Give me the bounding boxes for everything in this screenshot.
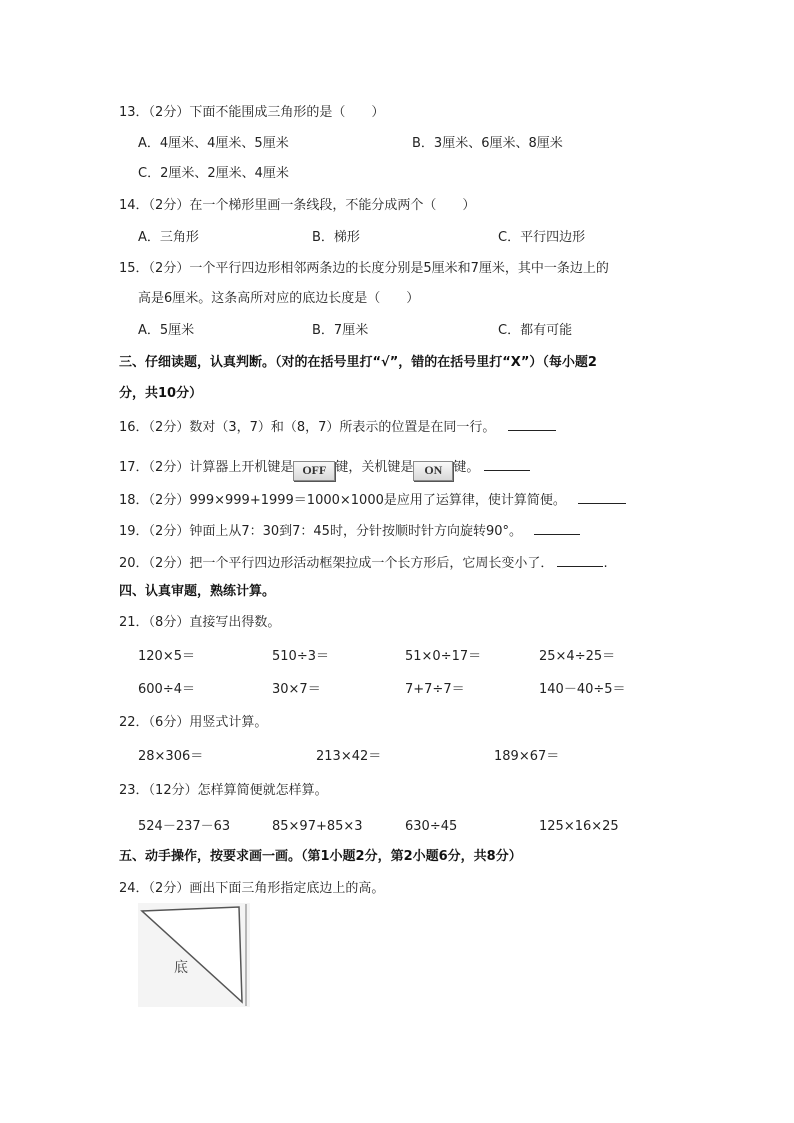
q14-stem: 14．（2分）在一个梯形里画一条线段，不能分成两个（ ）: [119, 198, 476, 213]
q23-stem: 23．（12分）怎样算简便就怎样算。: [119, 783, 328, 798]
q19-text: 19．（2分）钟面上从7：30到7：45时，分针按顺时针方向旋转90°。: [119, 524, 522, 539]
q21-item: 30×7＝: [272, 682, 321, 697]
q13-option-b: B．3厘米、6厘米、8厘米: [412, 136, 563, 151]
q14-option-b: B．梯形: [312, 230, 360, 245]
q14-option-c: C．平行四边形: [498, 230, 586, 245]
q16-text: 16．（2分）数对（3，7）和（8，7）所表示的位置是在同一行。: [119, 420, 496, 435]
q21-item: 7+7÷7＝: [405, 682, 465, 697]
q17-row: [119, 456, 530, 481]
q24-stem: 24．（2分）画出下面三角形指定底边上的高。: [119, 881, 385, 896]
q22-stem: 22．（6分）用竖式计算。: [119, 715, 268, 730]
q23-item: 125×16×25: [539, 819, 619, 834]
q15-option-a: A．5厘米: [138, 323, 195, 338]
q22-item: 28×306＝: [138, 749, 204, 764]
q21-item: 25×4÷25＝: [539, 649, 616, 664]
q15-option-c: C．都有可能: [498, 323, 573, 338]
triangle-figure: [138, 903, 250, 1007]
q20-answer-blank[interactable]: [557, 552, 603, 567]
q16-answer-blank[interactable]: [508, 416, 556, 431]
q15-stem-line2: 高是6厘米。这条高所对应的底边长度是（ ）: [138, 291, 420, 306]
q23-item: 85×97+85×3: [272, 819, 363, 834]
q16-row: [119, 416, 556, 437]
q17-part3: 键。: [453, 460, 480, 475]
section4-heading: 四、认真审题，熟练计算。: [119, 584, 276, 599]
q22-item: 189×67＝: [494, 749, 560, 764]
q15-option-b: B．7厘米: [312, 323, 369, 338]
section3-heading-line1: 三、仔细读题，认真判断。（对的在括号里打“√”，错的在括号里打“X”）（每小题2: [119, 355, 597, 370]
q17-part1: 17．（2分）计算器上开机键是: [119, 460, 294, 475]
q13-stem: 13．（2分）下面不能围成三角形的是（ ）: [119, 105, 385, 120]
base-label: 底: [174, 960, 188, 976]
q21-item: 140－40÷5＝: [539, 682, 626, 697]
q23-item: 630÷45: [405, 819, 458, 834]
q19-row: [119, 520, 580, 541]
q17-part2: 键，关机键是: [335, 460, 414, 475]
q15-stem-line1: 15．（2分）一个平行四边形相邻两条边的长度分别是5厘米和7厘米，其中一条边上的: [119, 261, 609, 276]
q21-item: 51×0÷17＝: [405, 649, 482, 664]
q18-text: 18．（2分）999×999+1999＝1000×1000是应用了运算律，使计算简便。: [119, 493, 566, 508]
q18-answer-blank[interactable]: [578, 489, 626, 504]
q21-item: 510÷3＝: [272, 649, 329, 664]
q21-stem: 21．（8分）直接写出得数。: [119, 615, 281, 630]
q22-item: 213×42＝: [316, 749, 382, 764]
q13-option-c: C．2厘米、2厘米、4厘米: [138, 166, 289, 181]
q17-answer-blank[interactable]: [484, 456, 530, 471]
section5-heading: 五、动手操作，按要求画一画。（第1小题2分，第2小题6分，共8分）: [119, 849, 522, 864]
q18-row: [119, 489, 626, 510]
q21-item: 120×5＝: [138, 649, 195, 664]
q20-text: 20．（2分）把一个平行四边形活动框架拉成一个长方形后，它周长变小了．: [119, 556, 554, 571]
q20-row: [119, 552, 608, 573]
q23-item: 524－237－63: [138, 819, 231, 834]
section3-heading-line2: 分，共10分）: [119, 386, 203, 401]
q19-answer-blank[interactable]: [534, 520, 580, 535]
q13-option-a: A．4厘米、4厘米、5厘米: [138, 136, 289, 151]
off-key-icon: OFF: [293, 461, 335, 481]
on-key-icon: ON: [413, 461, 453, 481]
q20-end-mark: .: [603, 556, 608, 571]
q14-option-a: A．三角形: [138, 230, 199, 245]
q21-item: 600÷4＝: [138, 682, 195, 697]
